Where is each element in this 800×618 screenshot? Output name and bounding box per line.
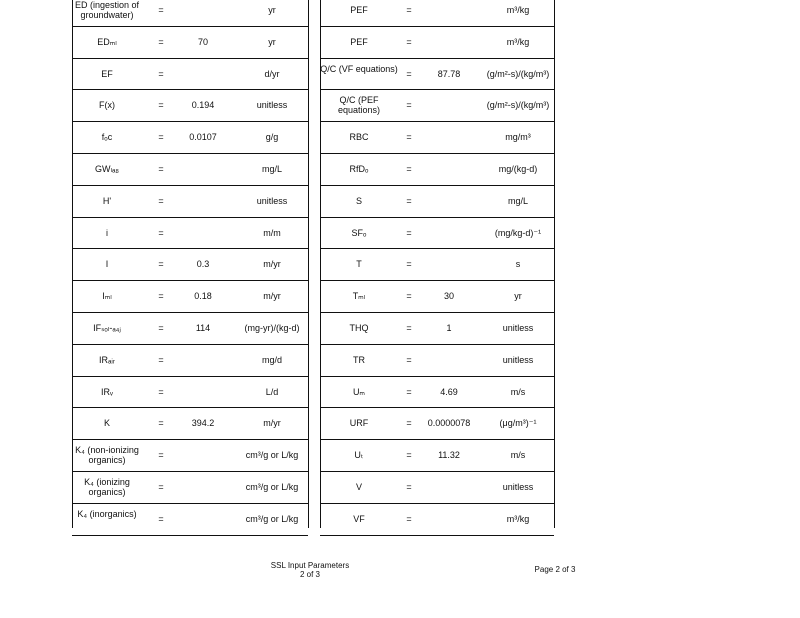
right-row-eq: = (406, 37, 412, 47)
right-row-sym: Tₘₗ (352, 291, 366, 301)
right-row-eq: = (406, 196, 412, 206)
left-row-unit: cm³/g or L/kg (245, 514, 299, 524)
left-row-unit: g/g (265, 132, 279, 142)
left-row-eq: = (158, 259, 164, 269)
right-row-divider (320, 248, 554, 249)
right-row-sym: PEF (350, 5, 368, 15)
left-row-eq: = (158, 387, 164, 397)
right-row-sym: SFₒ (351, 228, 367, 238)
right-row-unit: unitless (502, 323, 534, 333)
left-row-divider (72, 503, 308, 504)
right-row-val: 1 (446, 323, 452, 333)
right-row-eq: = (406, 69, 412, 79)
right-row-eq: = (406, 164, 412, 174)
right-row-divider (320, 26, 554, 27)
right-row-unit: (g/m²-s)/(kg/m³) (486, 100, 550, 110)
left-row-val: 114 (195, 323, 211, 333)
left-row-unit: m/yr (263, 291, 281, 301)
left-row-divider (72, 312, 308, 313)
right-row-sym: THQ (349, 323, 369, 333)
right-row-sym: S (355, 196, 362, 206)
right-row-eq: = (406, 228, 412, 238)
left-row-sym: K₄ (non-ionizing organics) (75, 445, 139, 465)
left-row-eq: = (158, 37, 164, 47)
left-row-unit: unitless (256, 100, 288, 110)
right-row-val: 87.78 (437, 69, 461, 79)
left-row-eq: = (158, 450, 164, 460)
left-row-divider (72, 89, 308, 90)
right-row-unit: m/s (510, 387, 526, 397)
left-row-divider (72, 535, 308, 536)
left-row-divider (72, 471, 308, 472)
left-row-divider (72, 344, 308, 345)
right-row-eq: = (406, 355, 412, 365)
right-row-eq: = (406, 418, 412, 428)
right-row-unit: unitless (502, 355, 534, 365)
right-row-sym: V (355, 482, 362, 492)
left-row-divider (72, 280, 308, 281)
left-row-divider (72, 376, 308, 377)
left-row-sym: GWₗₐ₈ (94, 164, 120, 174)
left-row-unit: m/m (263, 228, 281, 238)
left-row-sym: K₄ (ionizing organics) (84, 477, 130, 497)
right-row-divider (320, 58, 554, 59)
right-row-divider (320, 280, 554, 281)
right-row-unit: unitless (502, 482, 534, 492)
left-row-divider (72, 217, 308, 218)
footer-subtitle: 2 of 3 (299, 570, 320, 579)
left-row-unit: mg/d (261, 355, 282, 365)
right-row-divider (320, 503, 554, 504)
left-row-sym: K₄ (inorganics) (77, 509, 137, 519)
right-row-unit: m/s (510, 450, 526, 460)
left-row-sym: IRₐᵢᵣ (99, 355, 115, 365)
right-row-eq: = (406, 514, 412, 524)
left-row-val: 0.18 (194, 291, 212, 301)
left-row-val: 0.0107 (189, 132, 217, 142)
left-row-unit: unitless (256, 196, 288, 206)
left-row-val: 70 (197, 37, 208, 47)
right-row-unit: s (515, 259, 521, 269)
right-row-eq: = (406, 482, 412, 492)
left-row-unit: cm³/g or L/kg (245, 482, 299, 492)
left-row-divider (72, 407, 308, 408)
right-row-sym: TR (353, 355, 365, 365)
left-row-eq: = (158, 69, 164, 79)
left-row-unit: yr (268, 37, 276, 47)
left-row-unit: mg/L (261, 164, 282, 174)
left-row-divider (72, 121, 308, 122)
left-row-divider (72, 439, 308, 440)
right-row-unit: mg/L (507, 196, 528, 206)
right-row-unit: m³/kg (506, 5, 530, 15)
right-row-divider (320, 185, 554, 186)
left-row-sym: ED (ingestion of groundwater) (74, 0, 140, 20)
right-row-divider (320, 344, 554, 345)
right-row-divider (320, 312, 554, 313)
left-row-divider (72, 58, 308, 59)
right-row-divider (320, 471, 554, 472)
left-row-sym: F(x) (99, 100, 115, 110)
left-row-eq: = (158, 418, 164, 428)
left-row-unit: (mg-yr)/(kg-d) (244, 323, 300, 333)
left-row-eq: = (158, 100, 164, 110)
left-row-eq: = (158, 196, 164, 206)
right-row-divider (320, 376, 554, 377)
right-row-unit: (μg/m³)⁻¹ (499, 418, 537, 428)
right-row-divider (320, 217, 554, 218)
right-row-divider (320, 535, 554, 536)
right-row-sym: RfDₒ (349, 164, 369, 174)
right-row-sym: Q/C (PEF equations) (337, 95, 381, 115)
right-row-unit: m³/kg (506, 514, 530, 524)
left-row-unit: d/yr (264, 69, 280, 79)
left-row-sym: EF (101, 69, 113, 79)
page-number: Page 2 of 3 (534, 565, 576, 574)
left-row-unit: yr (268, 5, 276, 15)
right-row-divider (320, 121, 554, 122)
right-row-val: 4.69 (440, 387, 458, 397)
left-row-val: 0.3 (196, 259, 210, 269)
left-row-eq: = (158, 323, 164, 333)
right-row-divider (320, 153, 554, 154)
left-row-sym: fₒc (101, 132, 113, 142)
right-row-val: 11.32 (438, 450, 460, 460)
left-row-sym: EDₘₗ (97, 37, 117, 47)
footer-title: SSL Input Parameters (270, 561, 350, 570)
left-row-eq: = (158, 228, 164, 238)
left-row-sym: H' (102, 196, 112, 206)
left-row-divider (72, 26, 308, 27)
right-row-eq: = (406, 450, 412, 460)
left-row-sym: i (106, 228, 108, 238)
right-row-eq: = (406, 5, 412, 15)
right-row-unit: mg/m³ (505, 132, 531, 142)
left-row-unit: m/yr (263, 259, 281, 269)
right-row-sym: VF (353, 514, 365, 524)
left-row-eq: = (158, 514, 164, 524)
left-row-unit: m/yr (263, 418, 281, 428)
left-row-sym: I (105, 259, 109, 269)
left-row-val: 0.194 (191, 100, 215, 110)
right-row-divider (320, 89, 554, 90)
left-row-unit: L/d (265, 387, 279, 397)
right-row-unit: (g/m²-s)/(kg/m³) (486, 69, 550, 79)
right-row-unit: yr (514, 291, 522, 301)
left-row-eq: = (158, 482, 164, 492)
left-row-divider (72, 248, 308, 249)
left-row-sym: K (103, 418, 110, 428)
right-row-unit: m³/kg (506, 37, 530, 47)
right-row-sym: Uₜ (354, 450, 364, 460)
right-row-sym: T (356, 259, 362, 269)
left-row-eq: = (158, 291, 164, 301)
left-row-sym: Iₘₗ (102, 291, 112, 301)
right-row-eq: = (406, 323, 412, 333)
right-row-sym: Q/C (VF equations) (320, 64, 398, 74)
left-row-unit: cm³/g or L/kg (245, 450, 299, 460)
left-row-val: 394.2 (191, 418, 215, 428)
left-row-eq: = (158, 132, 164, 142)
left-row-eq: = (158, 355, 164, 365)
right-row-eq: = (406, 100, 412, 110)
left-row-eq: = (158, 5, 164, 15)
right-row-val: 0.0000078 (427, 418, 471, 428)
right-row-sym: Uₘ (352, 387, 366, 397)
right-row-eq: = (406, 132, 412, 142)
right-row-sym: PEF (350, 37, 368, 47)
left-row-divider (72, 185, 308, 186)
right-row-divider (320, 407, 554, 408)
right-row-eq: = (406, 259, 412, 269)
left-row-sym: IRᵥ (101, 387, 113, 397)
right-row-unit: mg/(kg-d) (498, 164, 538, 174)
left-row-sym: IFₛₒₗ‑ₐ₄ⱼ (93, 323, 121, 333)
right-row-unit: (mg/kg-d)⁻¹ (494, 228, 542, 238)
left-row-eq: = (158, 164, 164, 174)
left-row-divider (72, 153, 308, 154)
right-row-divider (320, 439, 554, 440)
right-row-eq: = (406, 387, 412, 397)
right-row-val: 30 (443, 291, 454, 301)
right-row-eq: = (406, 291, 412, 301)
right-row-sym: URF (349, 418, 369, 428)
right-row-sym: RBC (349, 132, 369, 142)
